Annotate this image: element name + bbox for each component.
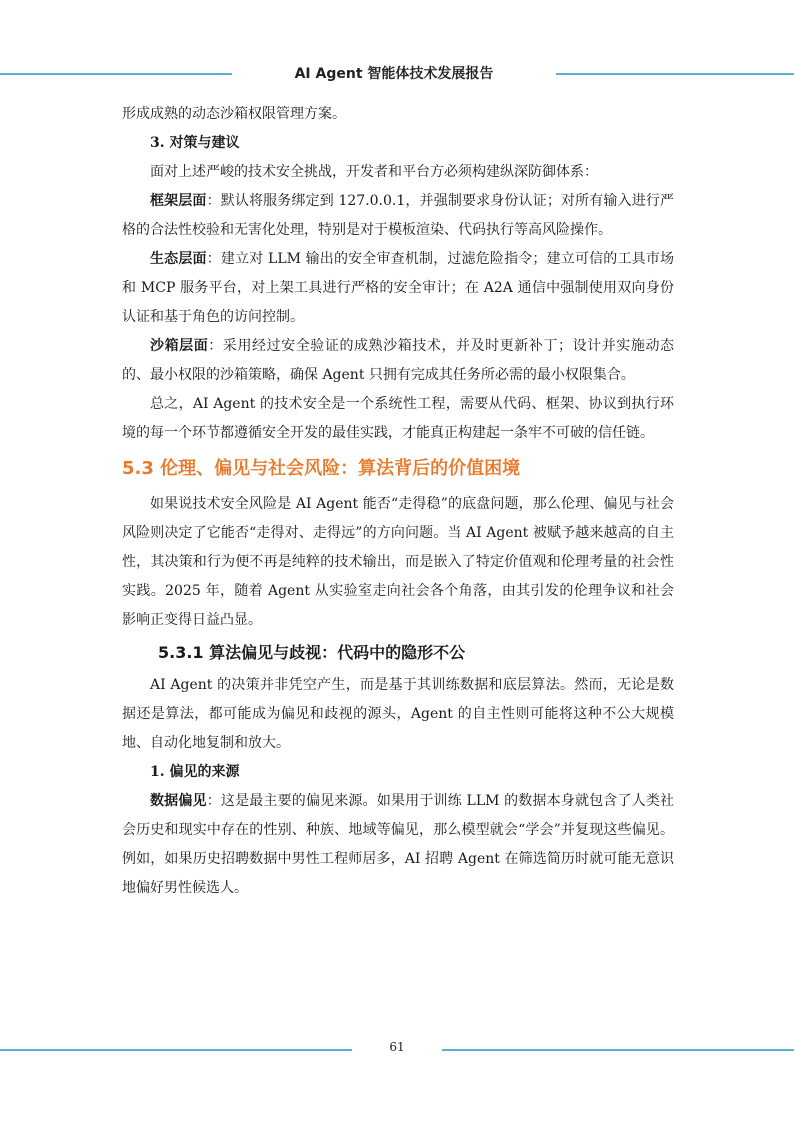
paragraph-summary: 总之，AI Agent 的技术安全是一个系统性工程，需要从代码、框架、协议到执行环境的每一个环节都遵循安全开发的最佳实践，才能真正构建起一条牢不可破的信任链。: [122, 396, 674, 441]
section-heading-5-3-1: 5.3.1 算法偏见与歧视：代码中的隐形不公: [158, 643, 466, 662]
paragraph-text: ：默认将服务绑定到 127.0.0.1，并强制要求身份认证；对所有输入进行严格的合法性校验和无害化处理，特别是对于模板渲染、代码执行等高风险操作。: [122, 193, 674, 238]
header-rule-left: [0, 73, 232, 75]
running-header: AI Agent 智能体技术发展报告: [294, 66, 494, 82]
lead-term: 沙箱层面: [150, 338, 209, 354]
paragraph-data-bias: [122, 787, 674, 903]
footer-rule-right: [442, 1049, 794, 1051]
paragraph-ecosystem: [122, 245, 674, 332]
page-body: [122, 100, 674, 903]
paragraph-text: ：这是最主要的偏见来源。如果用于训练 LLM 的数据本身就包含了人类社会历史和现实中存在的性别、种族、地域等偏见，那么模型就会“学会”并复现这些偏见。例如，如果历史招聘数据中男性工程师居多，AI 招聘 Agent 在筛选简历时就可能无意识地偏好男性候选人。: [122, 793, 675, 896]
section-heading-5-3: 5.3 伦理、偏见与社会风险：算法背后的价值困境: [122, 458, 521, 479]
paragraph-sandbox: [122, 332, 674, 390]
page-number: 61: [389, 1040, 405, 1054]
paragraph-framework: [122, 187, 674, 245]
subsection-heading-countermeasures: 3. 对策与建议: [150, 135, 240, 151]
paragraph-text: ：建立对 LLM 输出的安全审查机制，过滤危险指令；建立可信的工具市场和 MCP 服务平台，对上架工具进行严格的安全审计；在 A2A 通信中强制使用双向身份认证和基于角色的访问控制。: [122, 251, 675, 325]
header-rule-right: [556, 73, 794, 75]
paragraph-text: ：采用经过安全验证的成熟沙箱技术，并及时更新补丁；设计并实施动态的、最小权限的沙箱策略，确保 Agent 只拥有完成其任务所必需的最小权限集合。: [122, 338, 675, 383]
subsection-heading-bias-sources: 1. 偏见的来源: [150, 764, 240, 780]
lead-term: 框架层面: [150, 193, 207, 209]
paragraph-continued: 形成成熟的动态沙箱权限管理方案。: [122, 106, 346, 122]
footer-rule-left: [0, 1049, 352, 1051]
lead-term: 数据偏见: [150, 793, 207, 809]
paragraph-intro: 面对上述严峻的技术安全挑战，开发者和平台方必须构建纵深防御体系：: [150, 164, 598, 180]
lead-term: 生态层面: [150, 251, 207, 267]
paragraph-bias-intro: AI Agent 的决策并非凭空产生，而是基于其训练数据和底层算法。然而，无论是数据还是算法，都可能成为偏见和歧视的源头，Agent 的自主性则可能将这种不公大规模地、自动化地复制和放大。: [122, 677, 674, 751]
paragraph-ethics-intro: 如果说技术安全风险是 AI Agent 能否“走得稳”的底盘问题，那么伦理、偏见与社会风险则决定了它能否“走得对、走得远”的方向问题。当 AI Agent 被赋予越来越高的自主性，其决策和行为便不再是纯粹的技术输出，而是嵌入了特定价值观和伦理考量的社会性实践。2025 年，随着 Agent 从实验室走向社会各个角落，由其引发的伦理争议和社会影响正变得日益凸显。: [122, 496, 674, 628]
